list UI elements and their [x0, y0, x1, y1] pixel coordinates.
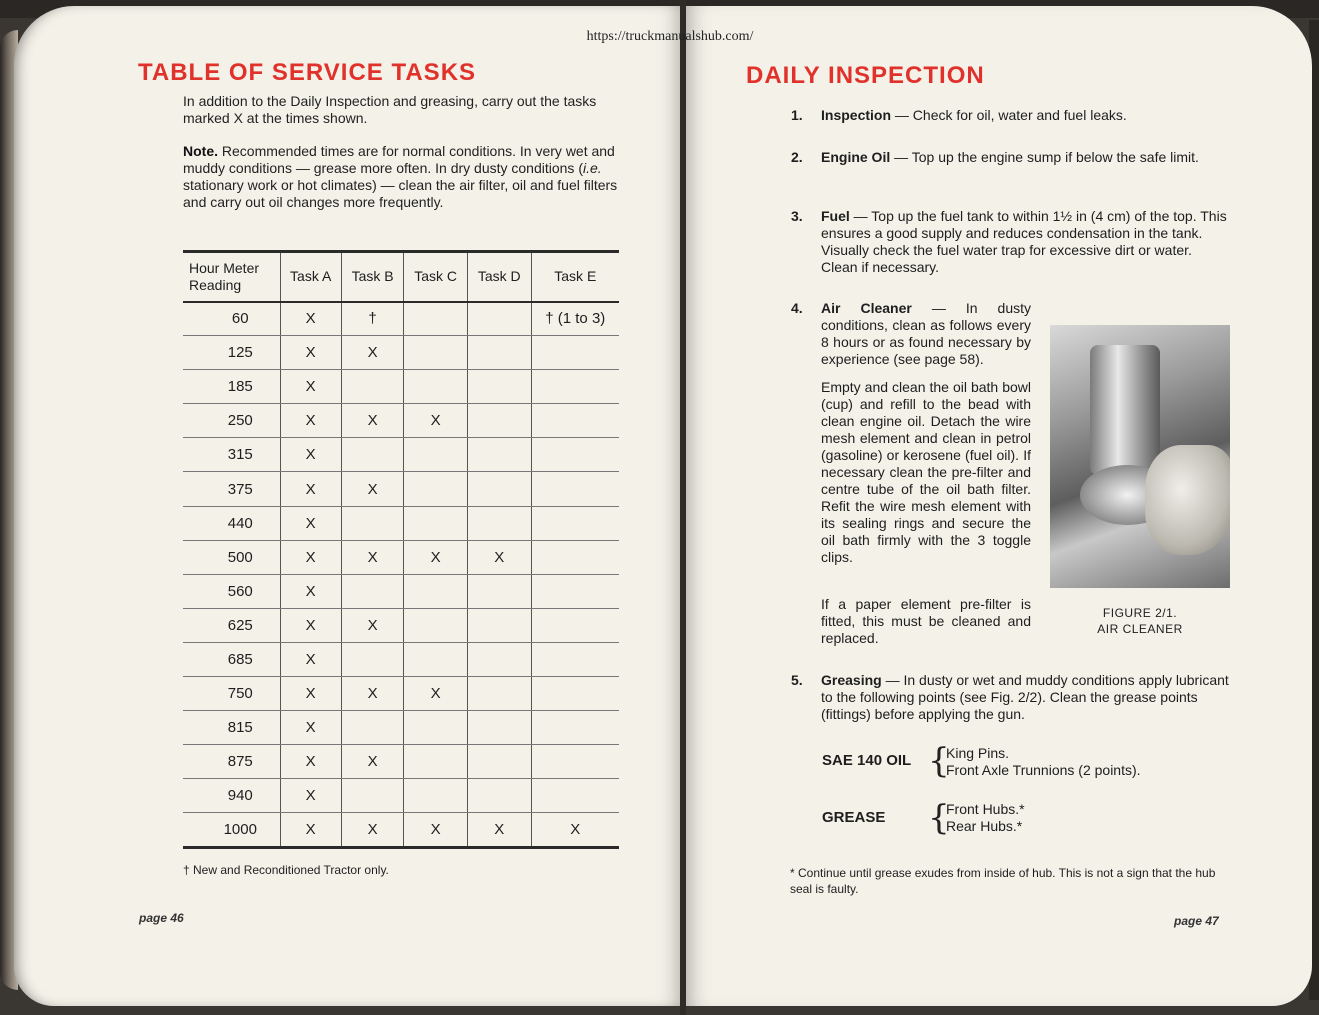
task-cell: X: [280, 745, 341, 779]
air-cleaner-procedure: Empty and clean the oil bath bowl (cup) and refill to the bead with clean engine oil. Detach the wire mesh element and clean in petrol (gasoline) or kerosene (fuel oil). If necessary clean the pre-filter and centre tube of the oil bath filter. Refit the wire mesh element with its sealing rings and secure the oil bath firmly with the 3 toggle clips.: [821, 379, 1031, 565]
hour-reading-cell: 125: [183, 336, 280, 370]
task-cell: [404, 779, 468, 813]
hour-reading-cell: 815: [183, 711, 280, 745]
greasing-item: [821, 672, 1231, 723]
task-cell: [404, 438, 468, 472]
task-cell: [531, 438, 619, 472]
task-cell: X: [341, 336, 403, 370]
task-cell: [531, 745, 619, 779]
hand-shape: [1145, 445, 1230, 555]
task-cell: [404, 745, 468, 779]
task-cell: [531, 404, 619, 438]
task-cell: [531, 779, 619, 813]
task-cell: [341, 574, 403, 608]
task-cell: X: [404, 540, 468, 574]
task-cell: [404, 472, 468, 506]
table-header: Task A: [280, 252, 341, 302]
task-cell: X: [280, 302, 341, 336]
item-number: 1.: [791, 107, 803, 123]
engine-oil-item: [821, 149, 1231, 166]
task-cell: [404, 608, 468, 642]
task-cell: [467, 302, 531, 336]
task-cell: [404, 642, 468, 676]
air-cleaner-photo: [1050, 325, 1230, 588]
task-cell: [531, 574, 619, 608]
item-number: 4.: [791, 300, 803, 316]
task-cell: [531, 370, 619, 404]
item-text: — Top up the fuel tank to within 1½ in (4 cm) of the top. This ensures a good supply and reduces condensation in the tank. Visually check the fuel water trap for excessive dirt or water. Clean if necessary.: [821, 208, 1227, 275]
lubrication-point: Front Hubs.*: [946, 801, 1025, 817]
task-cell: [341, 642, 403, 676]
table-header-row: [183, 252, 619, 302]
table-row: [183, 472, 619, 506]
lubrication-point: King Pins.: [946, 745, 1010, 761]
fuel-item: [821, 208, 1231, 276]
table-row: [183, 779, 619, 813]
task-cell: [531, 711, 619, 745]
task-cell: X: [404, 404, 468, 438]
task-cell: X: [341, 540, 403, 574]
task-cell: [531, 506, 619, 540]
note-paragraph: [183, 143, 621, 211]
table-row: [183, 711, 619, 745]
task-cell: [341, 506, 403, 540]
hour-reading-cell: 60: [183, 302, 280, 336]
task-cell: X: [280, 711, 341, 745]
task-cell: X: [280, 438, 341, 472]
task-cell: X: [341, 404, 403, 438]
figure-number: FIGURE 2/1.: [1102, 606, 1178, 620]
table-row: [183, 813, 619, 847]
task-cell: X: [280, 540, 341, 574]
task-cell: X: [280, 336, 341, 370]
intro-paragraph: In addition to the Daily Inspection and greasing, carry out the tasks marked X at the times shown.: [183, 93, 597, 126]
task-cell: X: [280, 506, 341, 540]
hour-reading-cell: 185: [183, 370, 280, 404]
task-cell: [467, 711, 531, 745]
task-cell: [467, 438, 531, 472]
task-cell: [531, 677, 619, 711]
item-label: Fuel: [821, 208, 850, 224]
note-label: Note.: [183, 143, 218, 159]
task-cell: X: [467, 813, 531, 847]
task-cell: [404, 574, 468, 608]
task-cell: [404, 336, 468, 370]
task-cell: [341, 779, 403, 813]
service-tasks-table: [183, 250, 619, 849]
lubricant-name: GREASE: [822, 809, 886, 826]
task-cell: X: [341, 677, 403, 711]
hour-reading-cell: 1000: [183, 813, 280, 847]
table-row: [183, 438, 619, 472]
hour-reading-cell: 875: [183, 745, 280, 779]
lubricant-points: [946, 801, 1025, 835]
task-cell: X: [404, 677, 468, 711]
table-header: Hour Meter Reading: [183, 252, 280, 302]
table-footnote: † New and Reconditioned Tractor only.: [183, 863, 389, 877]
figure-title: AIR CLEANER: [1097, 622, 1183, 636]
task-cell: [467, 677, 531, 711]
task-cell: [404, 506, 468, 540]
daily-inspection-title: DAILY INSPECTION: [746, 62, 985, 89]
task-cell: [467, 779, 531, 813]
brace-icon: {: [928, 741, 950, 781]
task-cell: [404, 711, 468, 745]
task-cell: [467, 506, 531, 540]
air-cleaner-body-shape: [1090, 345, 1160, 475]
table-header: Task D: [467, 252, 531, 302]
task-cell: X: [467, 540, 531, 574]
task-cell: [531, 608, 619, 642]
task-cell: [467, 472, 531, 506]
task-cell: [467, 745, 531, 779]
task-cell: X: [280, 677, 341, 711]
task-cell: [531, 336, 619, 370]
table-row: [183, 677, 619, 711]
hour-reading-cell: 250: [183, 404, 280, 438]
item-text: — Top up the engine sump if below the safe limit.: [890, 149, 1199, 165]
item-text: — In dusty or wet and muddy conditions apply lubricant to the following points (see Fig. 2/2). Clean the grease points (fittings) before applying the gun.: [821, 672, 1229, 722]
task-cell: X: [280, 608, 341, 642]
item-label: Engine Oil: [821, 149, 891, 165]
task-cell: [404, 302, 468, 336]
task-cell: [467, 336, 531, 370]
task-cell: X: [280, 472, 341, 506]
item-number: 5.: [791, 672, 803, 688]
task-cell: †: [341, 302, 403, 336]
table-row: [183, 608, 619, 642]
table-header: Task C: [404, 252, 468, 302]
task-cell: X: [280, 370, 341, 404]
lubrication-point: Rear Hubs.*: [946, 818, 1023, 834]
task-cell: X: [341, 608, 403, 642]
note-ie: i.e.: [582, 160, 602, 176]
task-cell: X: [280, 779, 341, 813]
table-row: [183, 642, 619, 676]
item-label: Inspection: [821, 107, 892, 123]
brace-icon: {: [928, 798, 950, 838]
task-cell: X: [280, 642, 341, 676]
table-row: [183, 336, 619, 370]
hour-reading-cell: 500: [183, 540, 280, 574]
task-cell: X: [341, 472, 403, 506]
table-row: [183, 540, 619, 574]
page-number-left: page 46: [139, 911, 184, 925]
hour-reading-cell: 315: [183, 438, 280, 472]
lubrication-point: Front Axle Trunnions (2 points).: [946, 762, 1141, 778]
air-cleaner-item: [821, 300, 1031, 368]
task-cell: X: [280, 404, 341, 438]
table-row: [183, 745, 619, 779]
task-cell: [341, 438, 403, 472]
figure-caption: [1080, 605, 1200, 637]
source-url: https://truckmanualshub.com/: [586, 29, 754, 44]
task-cell: [341, 711, 403, 745]
task-cell: X: [280, 574, 341, 608]
book-gutter: [680, 0, 686, 1015]
table-row: [183, 506, 619, 540]
task-cell: [467, 404, 531, 438]
table-row: [183, 302, 619, 336]
page-number-right: page 47: [1174, 914, 1219, 928]
hour-reading-cell: 375: [183, 472, 280, 506]
task-cell: [404, 370, 468, 404]
item-number: 3.: [791, 208, 803, 224]
task-cell: [531, 472, 619, 506]
task-cell: [467, 574, 531, 608]
hour-reading-cell: 685: [183, 642, 280, 676]
hour-reading-cell: 560: [183, 574, 280, 608]
lubricant-name: SAE 140 OIL: [822, 752, 912, 769]
note-text-2: stationary work or hot climates) — clean the air filter, oil and fuel filters and carry out oil changes more frequently.: [183, 177, 618, 210]
item-label: Greasing: [821, 672, 882, 688]
table-header: Task E: [531, 252, 619, 302]
item-number: 2.: [791, 149, 803, 165]
hub-grease-note: * Continue until grease exudes from inside of hub. This is not a sign that the hub seal is faulty.: [790, 866, 1216, 896]
task-cell: [531, 540, 619, 574]
table-row: [183, 404, 619, 438]
table-row: [183, 574, 619, 608]
task-cell: [341, 370, 403, 404]
pre-filter-note: If a paper element pre-filter is fitted, this must be cleaned and replaced.: [821, 596, 1031, 646]
hour-reading-cell: 625: [183, 608, 280, 642]
task-cell: X: [570, 820, 581, 838]
task-cell: † (1 to 3): [531, 302, 619, 336]
hour-reading-cell: 750: [183, 677, 280, 711]
task-cell: X: [404, 813, 468, 847]
lubricant-points: [946, 745, 1141, 779]
table-header: Task B: [341, 252, 403, 302]
task-cell: X: [341, 813, 403, 847]
item-label: Air Cleaner: [821, 300, 912, 316]
task-cell: [467, 608, 531, 642]
inspection-item: [821, 107, 1231, 124]
item-text: — Check for oil, water and fuel leaks.: [891, 107, 1127, 123]
task-cell: [467, 642, 531, 676]
hour-reading-cell: 440: [183, 506, 280, 540]
item-text: — In dusty conditions, clean as follows every 8 hours or as found necessary by experience (see page 58).: [821, 300, 1031, 367]
task-cell: X: [280, 813, 341, 847]
note-text-1: Recommended times are for normal conditions. In very wet and muddy conditions — grease more often. In dry dusty conditions (: [183, 143, 615, 176]
task-cell: [531, 642, 619, 676]
table-row: [183, 370, 619, 404]
page-title: TABLE OF SERVICE TASKS: [138, 59, 477, 86]
task-cell: X: [341, 745, 403, 779]
hour-reading-cell: 940: [183, 779, 280, 813]
task-cell: [467, 370, 531, 404]
